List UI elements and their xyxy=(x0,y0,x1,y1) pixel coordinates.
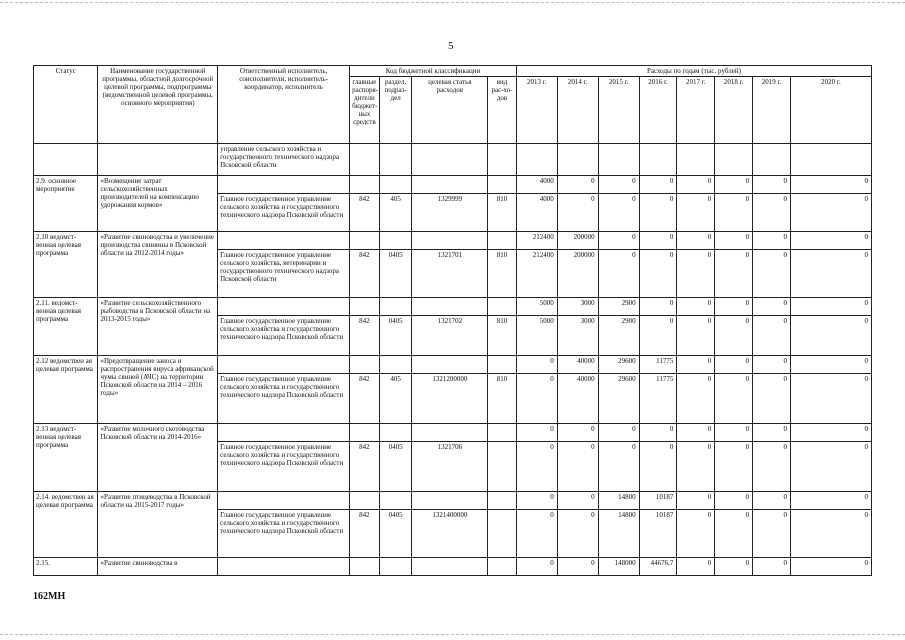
total-value-cell: 4000 xyxy=(516,176,557,194)
kbk-cell xyxy=(379,424,412,442)
executor-cell xyxy=(218,356,350,374)
value-cell: 29600 xyxy=(598,374,639,424)
kbk-cell: 405 xyxy=(379,374,412,424)
kbk-cell xyxy=(488,510,517,558)
kbk-cell: 810 xyxy=(488,374,517,424)
table-cell xyxy=(557,144,598,176)
kbk-cell xyxy=(379,492,412,510)
value-cell: 0 xyxy=(715,374,753,424)
value-cell: 0 xyxy=(516,510,557,558)
value-cell: 5000 xyxy=(516,316,557,356)
value-cell: 0 xyxy=(715,510,753,558)
total-value-cell: 5000 xyxy=(516,298,557,316)
header-year: 2016 г. xyxy=(639,77,677,144)
kbk-cell xyxy=(379,298,412,316)
kbk-cell: 842 xyxy=(350,442,380,492)
total-value-cell: 0 xyxy=(753,492,791,510)
kbk-cell: 1321701 xyxy=(412,250,488,298)
table-cell xyxy=(350,144,380,176)
total-value-cell: 0 xyxy=(598,232,639,250)
total-value-cell: 0 xyxy=(677,492,715,510)
kbk-cell: 1321702 xyxy=(412,316,488,356)
value-cell: 0 xyxy=(598,194,639,232)
table-cell xyxy=(412,144,488,176)
name-cell: «Возмещение затрат сельскохозяйственных производителей на компенсацию удорожания кормов» xyxy=(98,176,218,232)
name-cell: «Развитие свиноводства и увеличение производства свинины в Псковской области на 2012-2014 годы» xyxy=(98,232,218,298)
kbk-cell xyxy=(350,424,380,442)
value-cell: 0 xyxy=(639,250,677,298)
total-value-cell: 0 xyxy=(598,176,639,194)
total-value-cell: 0 xyxy=(639,232,677,250)
total-value-cell: 0 xyxy=(557,492,598,510)
executor-cell: управление сельского хозяйства и государственного технического надзора Псковской области xyxy=(218,144,350,176)
header-year: 2018 г. xyxy=(715,77,753,144)
kbk-cell: 842 xyxy=(350,374,380,424)
table-cell xyxy=(790,144,871,176)
value-cell: 0 xyxy=(598,442,639,492)
total-value-cell: 0 xyxy=(516,424,557,442)
total-value-cell: 0 xyxy=(790,232,871,250)
value-cell: 0 xyxy=(557,194,598,232)
kbk-cell xyxy=(488,176,517,194)
kbk-cell xyxy=(412,558,488,576)
kbk-cell xyxy=(488,424,517,442)
kbk-cell xyxy=(379,558,412,576)
kbk-cell xyxy=(350,298,380,316)
name-cell: «Развитие птицеводства в Псковской области на 2015-2017 годы» xyxy=(98,492,218,558)
total-value-cell: 3000 xyxy=(557,298,598,316)
total-value-cell: 0 xyxy=(677,558,715,576)
program-row xyxy=(34,558,872,576)
total-value-cell: 0 xyxy=(516,558,557,576)
total-value-cell: 14800 xyxy=(598,492,639,510)
total-value-cell: 0 xyxy=(557,176,598,194)
kbk-cell: 0405 xyxy=(379,250,412,298)
kbk-cell xyxy=(379,232,412,250)
total-value-cell: 0 xyxy=(677,298,715,316)
total-value-cell: 11775 xyxy=(639,356,677,374)
executor-cell xyxy=(218,298,350,316)
kbk-cell: 810 xyxy=(488,250,517,298)
value-cell: 10187 xyxy=(639,510,677,558)
kbk-cell: 842 xyxy=(350,194,380,232)
total-value-cell: 0 xyxy=(639,424,677,442)
kbk-cell: 0405 xyxy=(379,442,412,492)
total-value-cell: 0 xyxy=(753,424,791,442)
value-cell: 0 xyxy=(753,316,791,356)
table-cell xyxy=(516,144,557,176)
total-value-cell: 0 xyxy=(753,176,791,194)
header-year: 2013 г. xyxy=(516,77,557,144)
kbk-cell xyxy=(412,232,488,250)
kbk-cell xyxy=(488,298,517,316)
total-value-cell: 0 xyxy=(557,424,598,442)
total-value-cell: 148000 xyxy=(598,558,639,576)
kbk-cell xyxy=(379,356,412,374)
table-cell xyxy=(379,144,412,176)
value-cell: 0 xyxy=(790,510,871,558)
total-value-cell: 0 xyxy=(516,492,557,510)
kbk-cell: 810 xyxy=(488,194,517,232)
value-cell: 212400 xyxy=(516,250,557,298)
value-cell: 0 xyxy=(557,442,598,492)
total-value-cell: 0 xyxy=(753,558,791,576)
status-cell: 2.11. ведомст-венная целевая программа xyxy=(34,298,98,356)
kbk-cell xyxy=(412,356,488,374)
total-value-cell: 0 xyxy=(715,176,753,194)
value-cell: 0 xyxy=(639,194,677,232)
document-code: 162МН xyxy=(33,591,66,602)
value-cell: 0 xyxy=(790,250,871,298)
header-name: Наименование государственной программы, областной долгосрочной целевой программы, подпрограммы (ведомственной целевой программы, основного мероприятия) xyxy=(98,66,218,144)
header-status: Статус xyxy=(34,66,98,144)
value-cell: 0 xyxy=(516,374,557,424)
value-cell: 11775 xyxy=(639,374,677,424)
program-row xyxy=(34,232,872,250)
executor-cell: Главное государственное управление сельского хозяйства и государственного технического надзора Псковской области xyxy=(218,316,350,356)
total-value-cell: 0 xyxy=(715,356,753,374)
total-value-cell: 0 xyxy=(639,176,677,194)
total-value-cell: 212400 xyxy=(516,232,557,250)
header-kbk-col: раздел, подраз-дел xyxy=(379,77,412,144)
kbk-cell: 1321400000 xyxy=(412,510,488,558)
status-cell: 2.15. xyxy=(34,558,98,576)
executor-cell xyxy=(218,424,350,442)
total-value-cell: 29600 xyxy=(598,356,639,374)
header-year: 2020 г. xyxy=(790,77,871,144)
total-value-cell: 0 xyxy=(516,356,557,374)
header-year: 2014 г. xyxy=(557,77,598,144)
value-cell: 0 xyxy=(639,316,677,356)
value-cell: 0 xyxy=(753,510,791,558)
executor-cell: Главное государственное управление сельского хозяйства и государственного технического надзора Псковской области xyxy=(218,442,350,492)
total-value-cell: 0 xyxy=(557,558,598,576)
header-kbk-group: Код бюджетной классификации xyxy=(350,66,517,77)
value-cell: 0 xyxy=(677,194,715,232)
program-row xyxy=(34,176,872,194)
value-cell: 0 xyxy=(715,442,753,492)
value-cell: 0 xyxy=(639,442,677,492)
value-cell: 0 xyxy=(790,194,871,232)
kbk-cell xyxy=(488,442,517,492)
name-cell xyxy=(98,144,218,176)
kbk-cell: 810 xyxy=(488,316,517,356)
executor-cell xyxy=(218,558,350,576)
kbk-cell xyxy=(379,176,412,194)
value-cell: 4000 xyxy=(516,194,557,232)
kbk-cell: 1321200000 xyxy=(412,374,488,424)
name-cell: «Предотвращение заноса и распространения вируса африканской чумы свиней (АЧС) на территории Псковской области на 2014 – 2016 годы» xyxy=(98,356,218,424)
table-cell xyxy=(598,144,639,176)
value-cell: 0 xyxy=(790,316,871,356)
executor-cell xyxy=(218,176,350,194)
name-cell: «Развитие сельскохозяйственного рыбоводства в Псковской области на 2013-2015 годы» xyxy=(98,298,218,356)
total-value-cell: 0 xyxy=(715,558,753,576)
value-cell: 0 xyxy=(516,442,557,492)
value-cell: 0 xyxy=(715,316,753,356)
value-cell: 0 xyxy=(677,510,715,558)
status-cell: 2.9. основное мероприятие xyxy=(34,176,98,232)
header-year: 2017 г. xyxy=(677,77,715,144)
kbk-cell: 0405 xyxy=(379,316,412,356)
total-value-cell: 0 xyxy=(677,176,715,194)
budget-table xyxy=(33,65,872,576)
executor-cell: Главное государственное управление сельского хозяйства и государственного технического надзора Псковской области xyxy=(218,194,350,232)
total-value-cell: 0 xyxy=(790,356,871,374)
value-cell: 0 xyxy=(790,442,871,492)
header-row xyxy=(34,66,872,77)
value-cell: 0 xyxy=(598,250,639,298)
value-cell: 3000 xyxy=(557,316,598,356)
status-cell: 2.10 ведомст-венная целевая программа xyxy=(34,232,98,298)
table-cell xyxy=(715,144,753,176)
value-cell: 0 xyxy=(677,316,715,356)
total-value-cell: 0 xyxy=(715,232,753,250)
table-cell xyxy=(753,144,791,176)
total-value-cell: 0 xyxy=(677,356,715,374)
page-number: 5 xyxy=(448,40,454,52)
name-cell: «Развитие молочного скотоводства Псковской области на 2014-2016» xyxy=(98,424,218,492)
kbk-cell: 405 xyxy=(379,194,412,232)
status-cell: 2.13 ведомст-венная целевая программа xyxy=(34,424,98,492)
value-cell: 2900 xyxy=(598,316,639,356)
value-cell: 0 xyxy=(715,194,753,232)
kbk-cell xyxy=(488,492,517,510)
value-cell: 0 xyxy=(753,442,791,492)
value-cell: 0 xyxy=(557,510,598,558)
program-row xyxy=(34,424,872,442)
kbk-cell: 1329999 xyxy=(412,194,488,232)
kbk-cell xyxy=(350,176,380,194)
kbk-cell xyxy=(488,356,517,374)
kbk-cell xyxy=(412,298,488,316)
total-value-cell: 0 xyxy=(790,558,871,576)
kbk-cell: 842 xyxy=(350,510,380,558)
executor-cell xyxy=(218,232,350,250)
value-cell: 0 xyxy=(753,194,791,232)
value-cell: 14800 xyxy=(598,510,639,558)
total-value-cell: 0 xyxy=(677,232,715,250)
total-value-cell: 0 xyxy=(715,424,753,442)
kbk-cell: 1321706 xyxy=(412,442,488,492)
kbk-cell xyxy=(350,232,380,250)
kbk-cell xyxy=(350,356,380,374)
kbk-cell: 842 xyxy=(350,250,380,298)
program-row xyxy=(34,298,872,316)
header-year: 2019 г. xyxy=(753,77,791,144)
total-value-cell: 0 xyxy=(715,298,753,316)
kbk-cell xyxy=(350,558,380,576)
total-value-cell: 0 xyxy=(790,492,871,510)
value-cell: 0 xyxy=(677,442,715,492)
table-cell xyxy=(677,144,715,176)
scan-edge-bottom xyxy=(0,634,905,635)
value-cell: 0 xyxy=(753,374,791,424)
value-cell: 40000 xyxy=(557,374,598,424)
header-kbk-col: главные распоря-дители бюджет-ных средств xyxy=(350,77,380,144)
executor-cell: Главное государственное управление сельского хозяйства и государственного технического надзора Псковской области xyxy=(218,374,350,424)
executor-cell: Главное государственное управление сельского хозяйства, ветеринарии и государственного технического надзора Псковской области xyxy=(218,250,350,298)
total-value-cell: 0 xyxy=(753,298,791,316)
total-value-cell: 0 xyxy=(598,424,639,442)
program-row xyxy=(34,492,872,510)
total-value-cell: 40000 xyxy=(557,356,598,374)
total-value-cell: 200000 xyxy=(557,232,598,250)
value-cell: 0 xyxy=(715,250,753,298)
value-cell: 0 xyxy=(790,374,871,424)
name-cell: «Развитие свиноводства в xyxy=(98,558,218,576)
value-cell: 0 xyxy=(677,374,715,424)
kbk-cell xyxy=(488,558,517,576)
total-value-cell: 0 xyxy=(790,176,871,194)
executor-cell: Главное государственное управление сельского хозяйства и государственного технического надзора Псковской области xyxy=(218,510,350,558)
kbk-cell xyxy=(350,492,380,510)
kbk-cell xyxy=(412,424,488,442)
total-value-cell: 0 xyxy=(753,232,791,250)
value-cell: 0 xyxy=(753,250,791,298)
header-kbk-col: вид рас-хо-дов xyxy=(488,77,517,144)
scan-edge-top xyxy=(0,2,905,3)
header-kbk-col: целевая статья расходов xyxy=(412,77,488,144)
table-cell xyxy=(639,144,677,176)
status-cell: 2.12 ведомствен ая целевая программа xyxy=(34,356,98,424)
total-value-cell: 0 xyxy=(753,356,791,374)
kbk-cell xyxy=(412,176,488,194)
header-executor: Ответственный исполнитель, соисполнители, исполнитель-координатор, исполнитель xyxy=(218,66,350,144)
kbk-cell xyxy=(488,232,517,250)
total-value-cell: 10187 xyxy=(639,492,677,510)
value-cell: 200000 xyxy=(557,250,598,298)
total-value-cell: 2900 xyxy=(598,298,639,316)
kbk-cell xyxy=(412,492,488,510)
total-value-cell: 44676,7 xyxy=(639,558,677,576)
kbk-cell: 0405 xyxy=(379,510,412,558)
status-cell: 2.14. ведомствен ая целевая программа xyxy=(34,492,98,558)
executor-cell xyxy=(218,492,350,510)
total-value-cell: 0 xyxy=(677,424,715,442)
program-row xyxy=(34,356,872,374)
kbk-cell: 842 xyxy=(350,316,380,356)
total-value-cell: 0 xyxy=(790,424,871,442)
table-cell xyxy=(488,144,517,176)
total-value-cell: 0 xyxy=(715,492,753,510)
status-cell xyxy=(34,144,98,176)
header-expenses-group: Расходы по годам (тыс. рублей) xyxy=(516,66,871,77)
header-year: 2015 г. xyxy=(598,77,639,144)
total-value-cell: 0 xyxy=(639,298,677,316)
total-value-cell: 0 xyxy=(790,298,871,316)
value-cell: 0 xyxy=(677,250,715,298)
continuation-row xyxy=(34,144,872,176)
